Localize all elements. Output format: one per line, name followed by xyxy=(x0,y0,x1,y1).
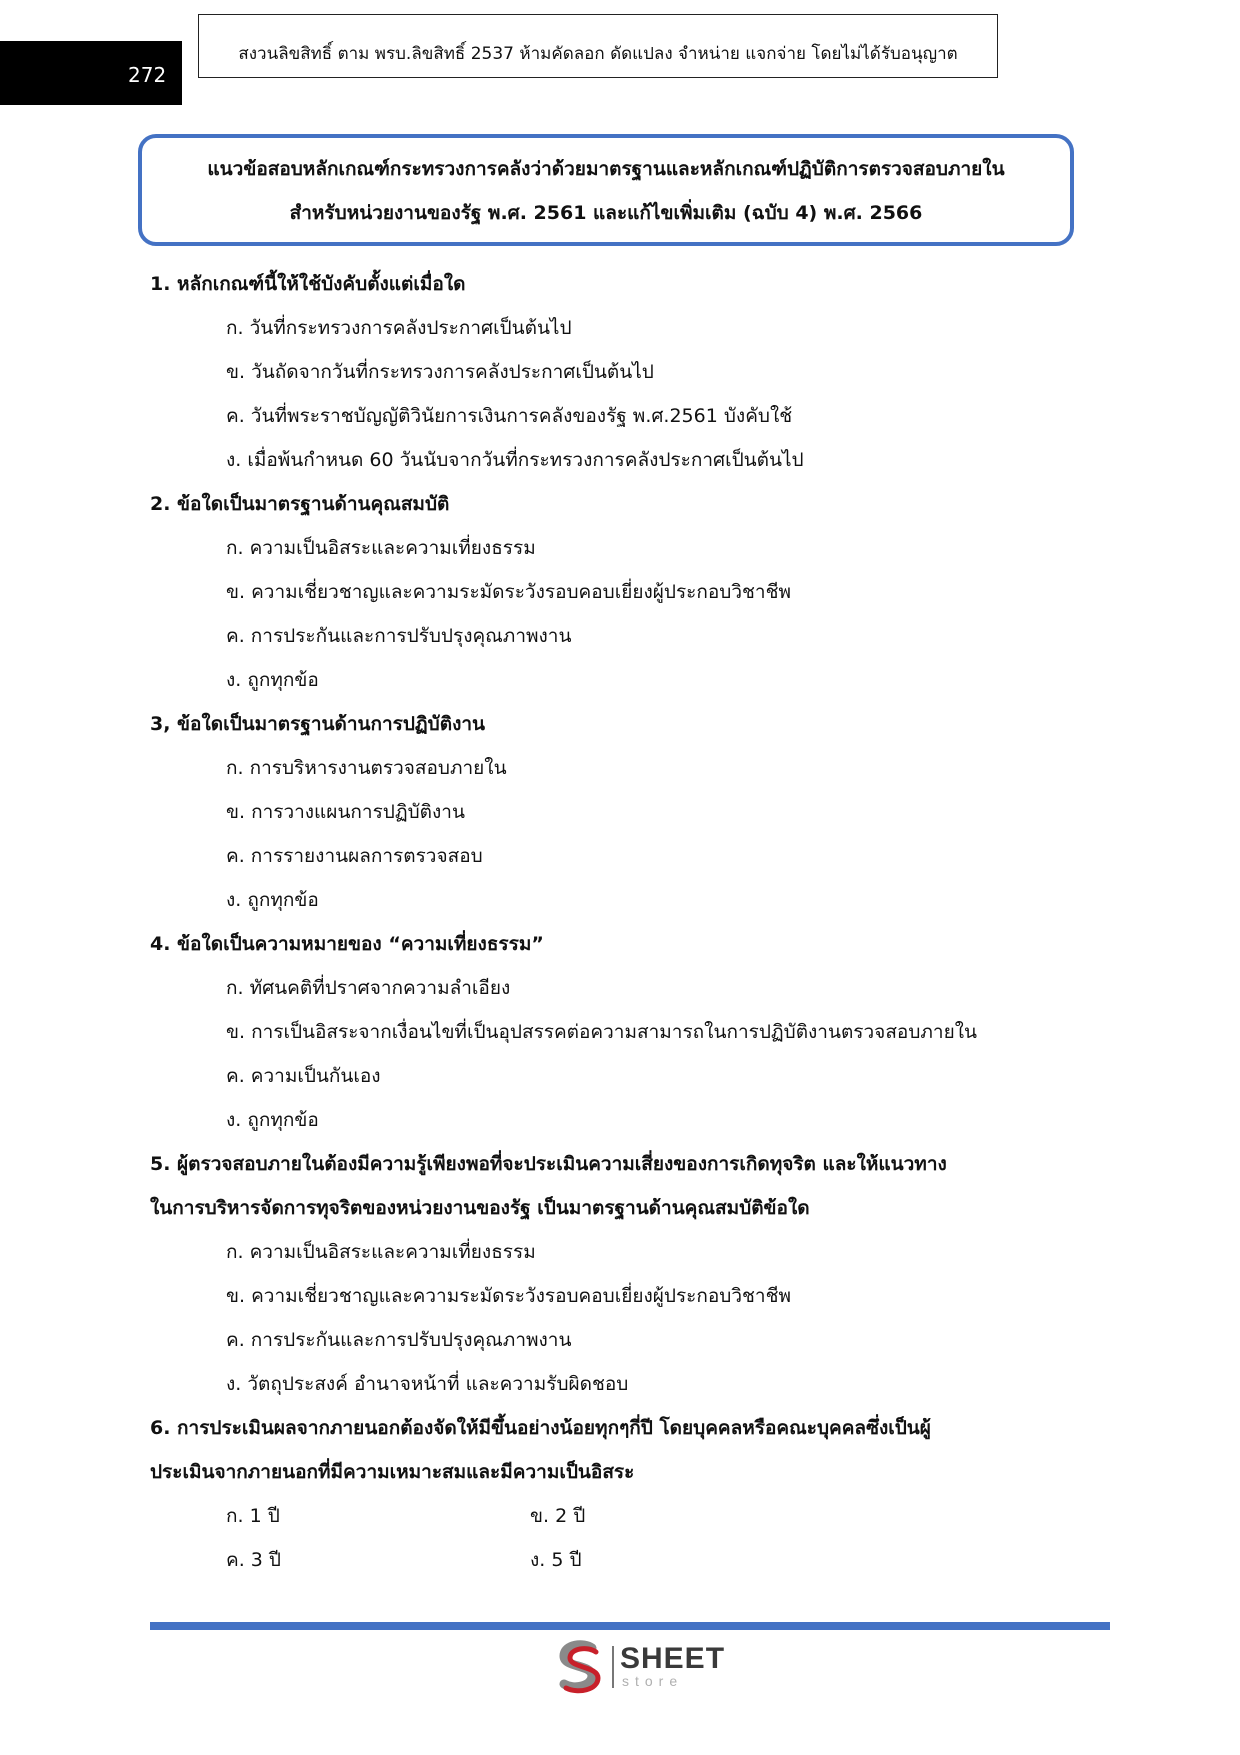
question-3-option-b: ข. การวางแผนการปฏิบัติงาน xyxy=(226,801,465,823)
question-4-option-b: ข. การเป็นอิสระจากเงื่อนไขที่เป็นอุปสรรคต่อความสามารถในการปฏิบัติงานตรวจสอบภายใน xyxy=(226,1021,977,1043)
question-2-option-c: ค. การประกันและการปรับปรุงคุณภาพงาน xyxy=(226,625,572,647)
question-2-option-a: ก. ความเป็นอิสระและความเที่ยงธรรม xyxy=(226,537,536,559)
question-5-option-a: ก. ความเป็นอิสระและความเที่ยงธรรม xyxy=(226,1241,536,1263)
question-5-option-d: ง. วัตถุประสงค์ อำนาจหน้าที่ และความรับผิดชอบ xyxy=(226,1373,629,1395)
question-6-option-c: ค. 3 ปี xyxy=(226,1549,281,1571)
question-1: 1. หลักเกณฑ์นี้ให้ใช้บังคับตั้งแต่เมื่อใด xyxy=(150,273,466,295)
question-5-option-c: ค. การประกันและการปรับปรุงคุณภาพงาน xyxy=(226,1329,572,1351)
sheet-store-logo-icon xyxy=(554,1640,606,1696)
question-6-option-d: ง. 5 ปี xyxy=(530,1549,582,1571)
logo-subtext: store xyxy=(622,1673,684,1689)
section-title-box xyxy=(138,134,1074,246)
footer-rule xyxy=(150,1622,1110,1630)
question-5-option-b: ข. ความเชี่ยวชาญและความระมัดระวังรอบคอบเยี่ยงผู้ประกอบวิชาชีพ xyxy=(226,1285,792,1307)
question-4-option-a: ก. ทัศนคติที่ปราศจากความลำเอียง xyxy=(226,977,511,999)
page-number: 272 xyxy=(128,63,167,87)
question-list xyxy=(150,262,1070,1582)
copyright-notice-box xyxy=(198,14,998,78)
sheet-store-logo xyxy=(554,1640,734,1696)
question-1-option-c: ค. วันที่พระราชบัญญัติวินัยการเงินการคลังของรัฐ พ.ศ.2561 บังคับใช้ xyxy=(226,405,793,427)
question-2: 2. ข้อใดเป็นมาตรฐานด้านคุณสมบัติ xyxy=(150,493,450,515)
logo-divider xyxy=(612,1646,614,1688)
question-1-option-b: ข. วันถัดจากวันที่กระทรวงการคลังประกาศเป็นต้นไป xyxy=(226,361,654,383)
section-title-line-1: แนวข้อสอบหลักเกณฑ์กระทรวงการคลังว่าด้วยมาตรฐานและหลักเกณฑ์ปฏิบัติการตรวจสอบภายใน xyxy=(207,158,1005,180)
question-6-option-b: ข. 2 ปี xyxy=(530,1505,586,1527)
question-6-line-1: 6. การประเมินผลจากภายนอกต้องจัดให้มีขึ้นอย่างน้อยทุกๆกี่ปี โดยบุคคลหรือคณะบุคคลซึ่งเป็นผู้ xyxy=(150,1417,931,1439)
section-title-line-2: สำหรับหน่วยงานของรัฐ พ.ศ. 2561 และแก้ไขเพิ่มเติม (ฉบับ 4) พ.ศ. 2566 xyxy=(289,202,923,224)
question-6-options-row-2 xyxy=(150,1538,1070,1582)
question-2-option-d: ง. ถูกทุกข้อ xyxy=(226,669,319,691)
question-6-option-a: ก. 1 ปี xyxy=(226,1505,280,1527)
copyright-notice: สงวนลิขสิทธิ์ ตาม พรบ.ลิขสิทธิ์ 2537 ห้ามคัดลอก ดัดแปลง จำหน่าย แจกจ่าย โดยไม่ได้รับอนุญาต xyxy=(238,43,958,64)
question-6-options-row-1 xyxy=(150,1494,1070,1538)
question-6-line-2: ประเมินจากภายนอกที่มีความเหมาะสมและมีความเป็นอิสระ xyxy=(150,1461,635,1483)
question-3-option-a: ก. การบริหารงานตรวจสอบภายใน xyxy=(226,757,507,779)
question-3-option-d: ง. ถูกทุกข้อ xyxy=(226,889,319,911)
question-4-option-c: ค. ความเป็นกันเอง xyxy=(226,1065,381,1087)
question-1-option-a: ก. วันที่กระทรวงการคลังประกาศเป็นต้นไป xyxy=(226,317,572,339)
question-1-option-d: ง. เมื่อพ้นกำหนด 60 วันนับจากวันที่กระทรวงการคลังประกาศเป็นต้นไป xyxy=(226,449,804,471)
question-2-option-b: ข. ความเชี่ยวชาญและความระมัดระวังรอบคอบเยี่ยงผู้ประกอบวิชาชีพ xyxy=(226,581,792,603)
question-5-line-1: 5. ผู้ตรวจสอบภายในต้องมีความรู้เพียงพอที่จะประเมินความเสี่ยงของการเกิดทุจริต และให้แนวทาง xyxy=(150,1153,947,1175)
page-number-block xyxy=(0,41,182,105)
question-3: 3, ข้อใดเป็นมาตรฐานด้านการปฏิบัติงาน xyxy=(150,713,486,735)
question-4-option-d: ง. ถูกทุกข้อ xyxy=(226,1109,319,1131)
logo-wordmark: SHEET xyxy=(620,1642,726,1675)
question-4: 4. ข้อใดเป็นความหมายของ “ความเที่ยงธรรม” xyxy=(150,933,544,955)
question-5-line-2: ในการบริหารจัดการทุจริตของหน่วยงานของรัฐ เป็นมาตรฐานด้านคุณสมบัติข้อใด xyxy=(150,1197,810,1219)
question-3-option-c: ค. การรายงานผลการตรวจสอบ xyxy=(226,845,483,867)
